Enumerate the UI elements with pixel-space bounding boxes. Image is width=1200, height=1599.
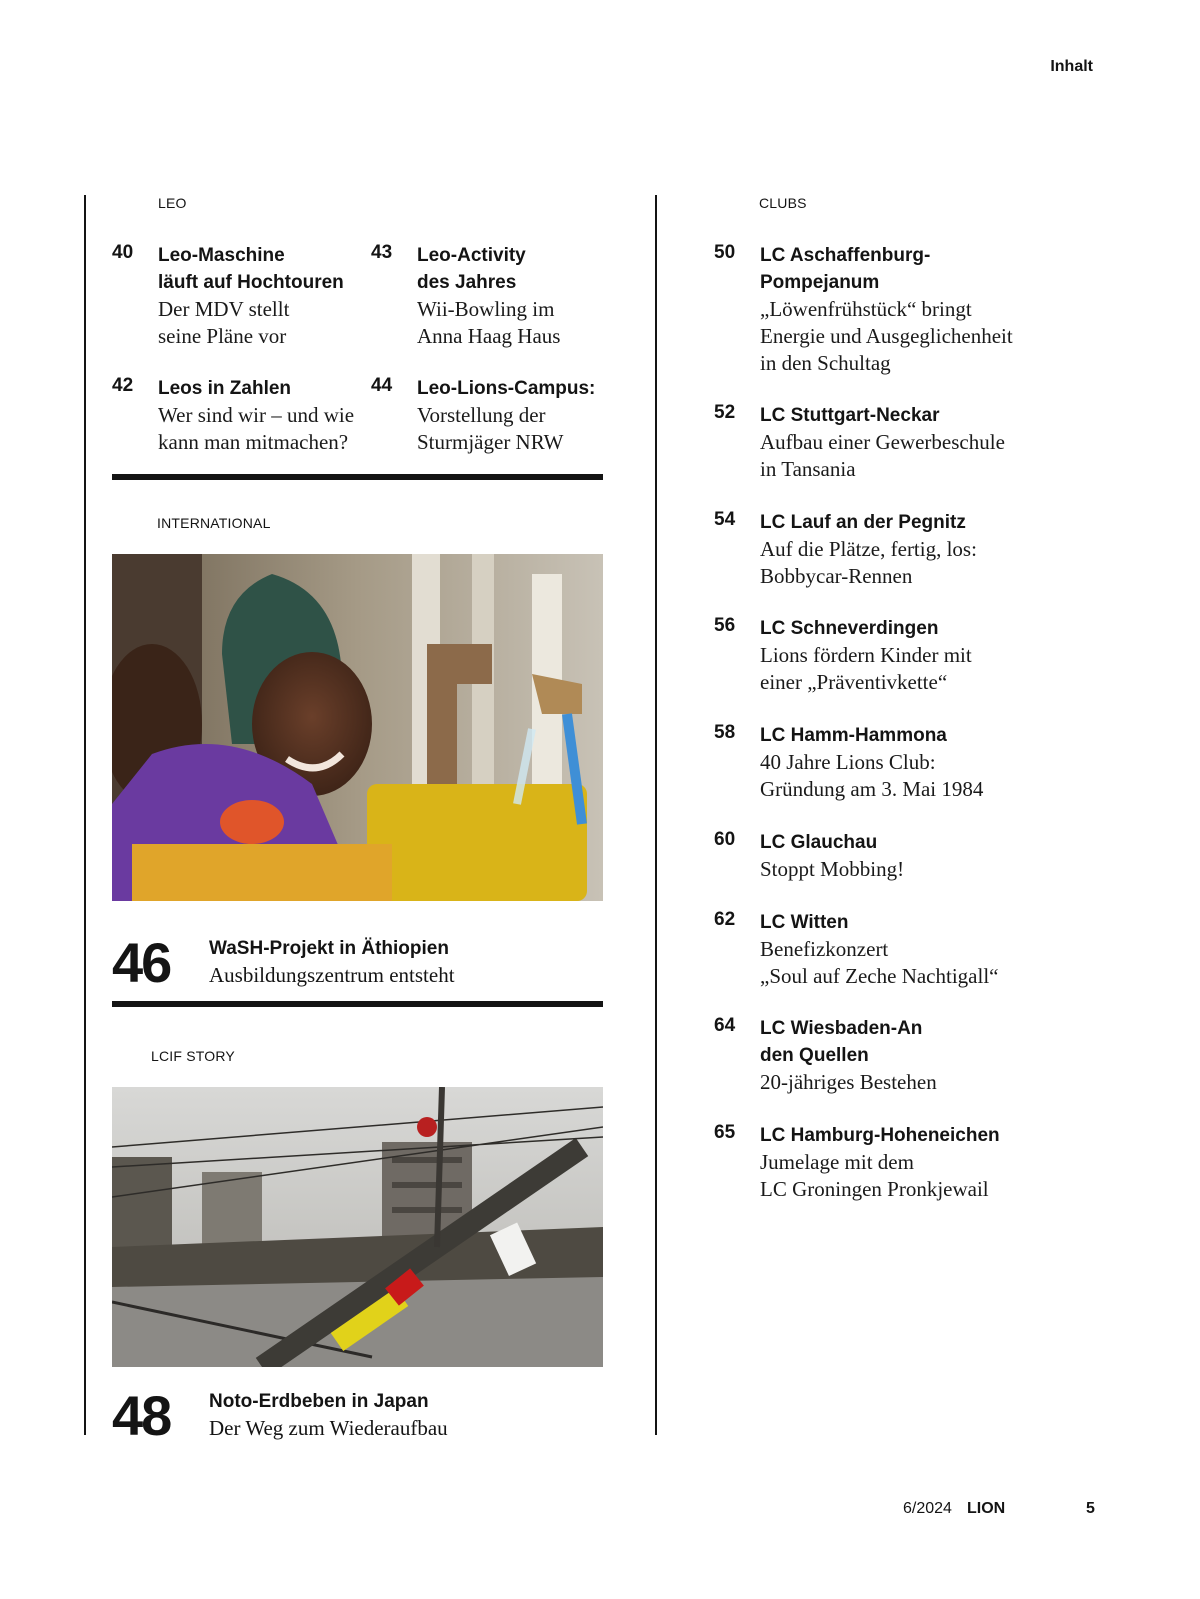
entry-title: Leo-Maschine läuft auf Hochtouren bbox=[158, 245, 344, 293]
feature-title: Noto-Erdbeben in Japan bbox=[209, 1391, 429, 1412]
footer-magazine: LION bbox=[967, 1500, 1006, 1517]
entry-description: Auf die Plätze, fertig, los: Bobbycar-Rennen bbox=[760, 537, 977, 588]
entry-title: Leo-Activity des Jahres bbox=[417, 245, 526, 293]
page-number: 62 bbox=[714, 909, 736, 930]
entry-title: LC Witten bbox=[760, 912, 849, 933]
entry-description: Aufbau einer Gewerbeschule in Tansania bbox=[760, 430, 1005, 481]
entry-description: Vorstellung der Sturmjäger NRW bbox=[417, 403, 564, 454]
entry-description: Wii-Bowling im Anna Haag Haus bbox=[417, 297, 561, 348]
feature-entry[interactable] bbox=[209, 1388, 599, 1442]
entry-description: 40 Jahre Lions Club: Gründung am 3. Mai 1984 bbox=[760, 750, 984, 801]
entry-description: Benefizkonzert „Soul auf Zeche Nachtigall“ bbox=[760, 937, 999, 988]
feature-page-number: 46 bbox=[112, 931, 171, 994]
section-divider bbox=[112, 474, 603, 480]
page-number: 58 bbox=[714, 722, 736, 743]
page-number: 56 bbox=[714, 615, 736, 636]
entry-description: Lions fördern Kinder mit einer „Präventivkette“ bbox=[760, 643, 972, 694]
ethiopia-water-photo bbox=[112, 554, 603, 901]
page-number: 52 bbox=[714, 402, 736, 423]
entry-title: LC Stuttgart-Neckar bbox=[760, 405, 940, 426]
left-column-rule bbox=[84, 195, 86, 1435]
feature-entry[interactable] bbox=[209, 935, 599, 989]
footer-issue: 6/2024 bbox=[903, 1500, 952, 1517]
entry-title: Leos in Zahlen bbox=[158, 378, 292, 399]
page-number: 64 bbox=[714, 1015, 736, 1036]
entry-title: LC Schneverdingen bbox=[760, 618, 939, 639]
section-header: Inhalt bbox=[1050, 58, 1093, 75]
page-number: 42 bbox=[112, 375, 134, 396]
feature-description: Der Weg zum Wiederaufbau bbox=[209, 1416, 448, 1440]
page-number: 50 bbox=[714, 242, 736, 263]
entry-description: Stoppt Mobbing! bbox=[760, 857, 905, 881]
entry-title: LC Hamm-Hammona bbox=[760, 725, 947, 746]
entry-description: Der MDV stellt seine Pläne vor bbox=[158, 297, 290, 348]
page-number: 40 bbox=[112, 242, 134, 263]
entry-title: LC Glauchau bbox=[760, 832, 878, 853]
section-divider bbox=[112, 1001, 603, 1007]
lcif-section-label: LCIF STORY bbox=[151, 1048, 235, 1064]
entry-title: LC Hamburg-Hoheneichen bbox=[760, 1125, 1000, 1146]
entry-description: Jumelage mit dem LC Groningen Pronkjewail bbox=[760, 1150, 989, 1201]
page-number: 65 bbox=[714, 1122, 736, 1143]
page-number: 54 bbox=[714, 509, 736, 530]
entry-description: „Löwenfrühstück“ bringt Energie und Ausgeglichenheit in den Schultag bbox=[760, 297, 1013, 375]
international-section-label: INTERNATIONAL bbox=[157, 515, 271, 531]
entry-title: Leo-Lions-Campus: bbox=[417, 378, 596, 399]
earthquake-photo bbox=[112, 1087, 603, 1367]
entry-title: LC Aschaffenburg- Pompejanum bbox=[760, 245, 931, 293]
entry-title: LC Wiesbaden-An den Quellen bbox=[760, 1018, 923, 1066]
entry-title: LC Lauf an der Pegnitz bbox=[760, 512, 966, 533]
page-number: 44 bbox=[371, 375, 393, 396]
leo-section-label: LEO bbox=[158, 195, 187, 211]
feature-description: Ausbildungszentrum entsteht bbox=[209, 963, 455, 987]
page-number: 60 bbox=[714, 829, 736, 850]
footer-page-number: 5 bbox=[1086, 1500, 1095, 1517]
feature-page-number: 48 bbox=[112, 1384, 171, 1447]
feature-title: WaSH-Projekt in Äthiopien bbox=[209, 938, 449, 959]
page-number: 43 bbox=[371, 242, 393, 263]
entry-description: 20-jähriges Bestehen bbox=[760, 1070, 937, 1094]
clubs-section-label: CLUBS bbox=[759, 195, 807, 211]
entry-description: Wer sind wir – und wie kann man mitmachen? bbox=[158, 403, 355, 454]
